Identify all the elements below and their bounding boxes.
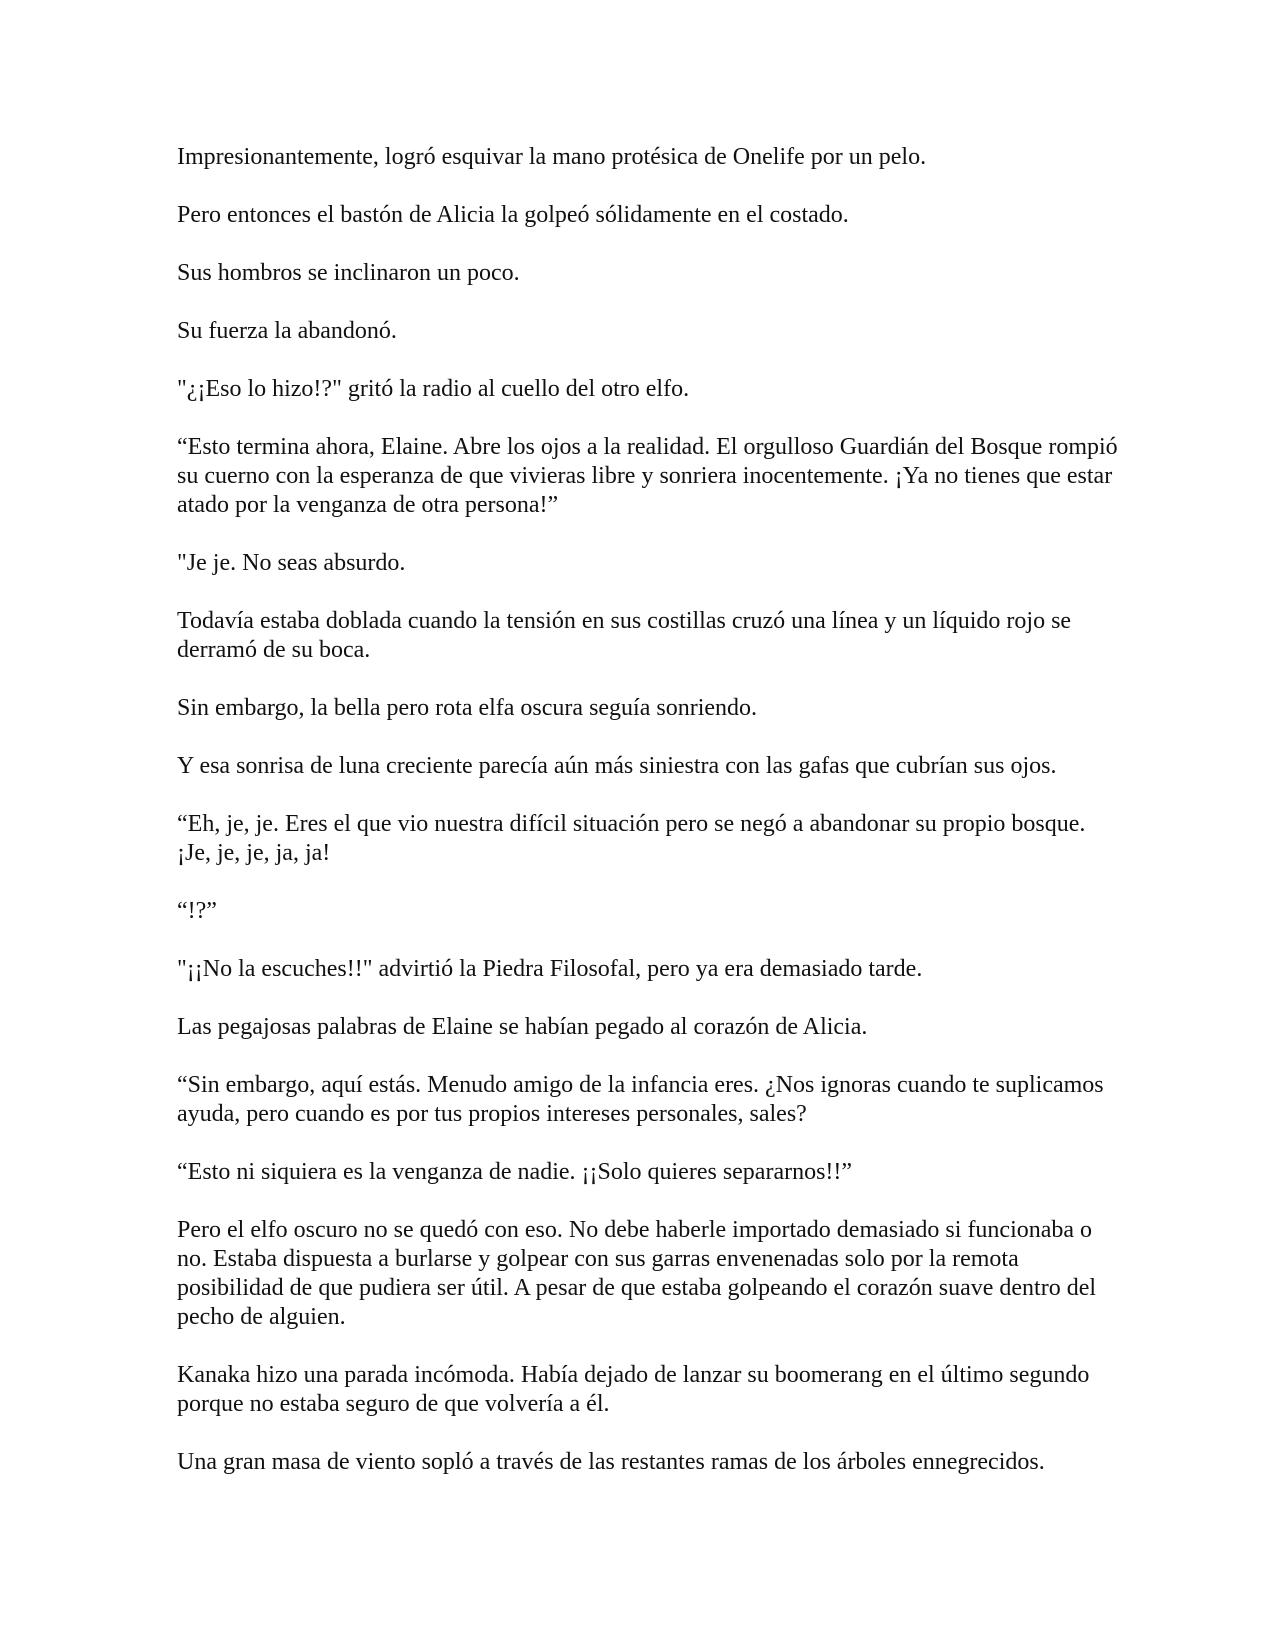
paragraph: Kanaka hizo una parada incómoda. Había dejado de lanzar su boomerang en el último segundo porque no estaba seguro de que volvería a él. bbox=[177, 1362, 1090, 1417]
paragraph: Las pegajosas palabras de Elaine se habían pegado al corazón de Alicia. bbox=[177, 1014, 868, 1040]
paragraph: Todavía estaba doblada cuando la tensión en sus costillas cruzó una línea y un líquido rojo se derramó de su boca. bbox=[177, 608, 1072, 663]
paragraph: Pero entonces el bastón de Alicia la golpeó sólidamente en el costado. bbox=[177, 202, 849, 228]
paragraph: “!?” bbox=[177, 898, 217, 924]
paragraph: Sin embargo, la bella pero rota elfa oscura seguía sonriendo. bbox=[177, 695, 758, 721]
paragraph: "¿¡Eso lo hizo!?" gritó la radio al cuello del otro elfo. bbox=[177, 376, 690, 402]
paragraph: “Eh, je, je. Eres el que vio nuestra difícil situación pero se negó a abandonar su propio bosque. ¡Je, je, je, ja, ja! bbox=[177, 811, 1086, 866]
paragraph: Impresionantemente, logró esquivar la mano protésica de Onelife por un pelo. bbox=[177, 144, 927, 170]
paragraph: Y esa sonrisa de luna creciente parecía aún más siniestra con las gafas que cubrían sus ojos. bbox=[177, 753, 1057, 779]
paragraph: Sus hombros se inclinaron un poco. bbox=[177, 260, 520, 286]
paragraph: “Esto termina ahora, Elaine. Abre los ojos a la realidad. El orgulloso Guardián del Bosque rompió su cuerno con la esperanza de que vivieras libre y sonriera inocentemente. ¡Ya no tienes que estar atado por la venganza de otra persona!” bbox=[177, 434, 1118, 518]
paragraph: “Sin embargo, aquí estás. Menudo amigo de la infancia eres. ¿Nos ignoras cuando te suplicamos ayuda, pero cuando es por tus propios intereses personales, sales? bbox=[177, 1072, 1104, 1127]
paragraph: Su fuerza la abandonó. bbox=[177, 318, 397, 344]
paragraph: "¡¡No la escuches!!" advirtió la Piedra Filosofal, pero ya era demasiado tarde. bbox=[177, 956, 923, 982]
paragraph: Una gran masa de viento sopló a través de las restantes ramas de los árboles ennegrecidos. bbox=[177, 1449, 1045, 1475]
paragraph: Pero el elfo oscuro no se quedó con eso. No debe haberle importado demasiado si funcionaba o no. Estaba dispuesta a burlarse y golpear con sus garras envenenadas solo por la remota posibilidad de que pudiera ser útil. A pesar de que estaba golpeando el corazón suave dentro del pecho de alguien. bbox=[177, 1217, 1097, 1330]
paragraph: “Esto ni siquiera es la venganza de nadie. ¡¡Solo quieres separarnos!!” bbox=[177, 1159, 853, 1185]
paragraph: "Je je. No seas absurdo. bbox=[177, 550, 406, 576]
